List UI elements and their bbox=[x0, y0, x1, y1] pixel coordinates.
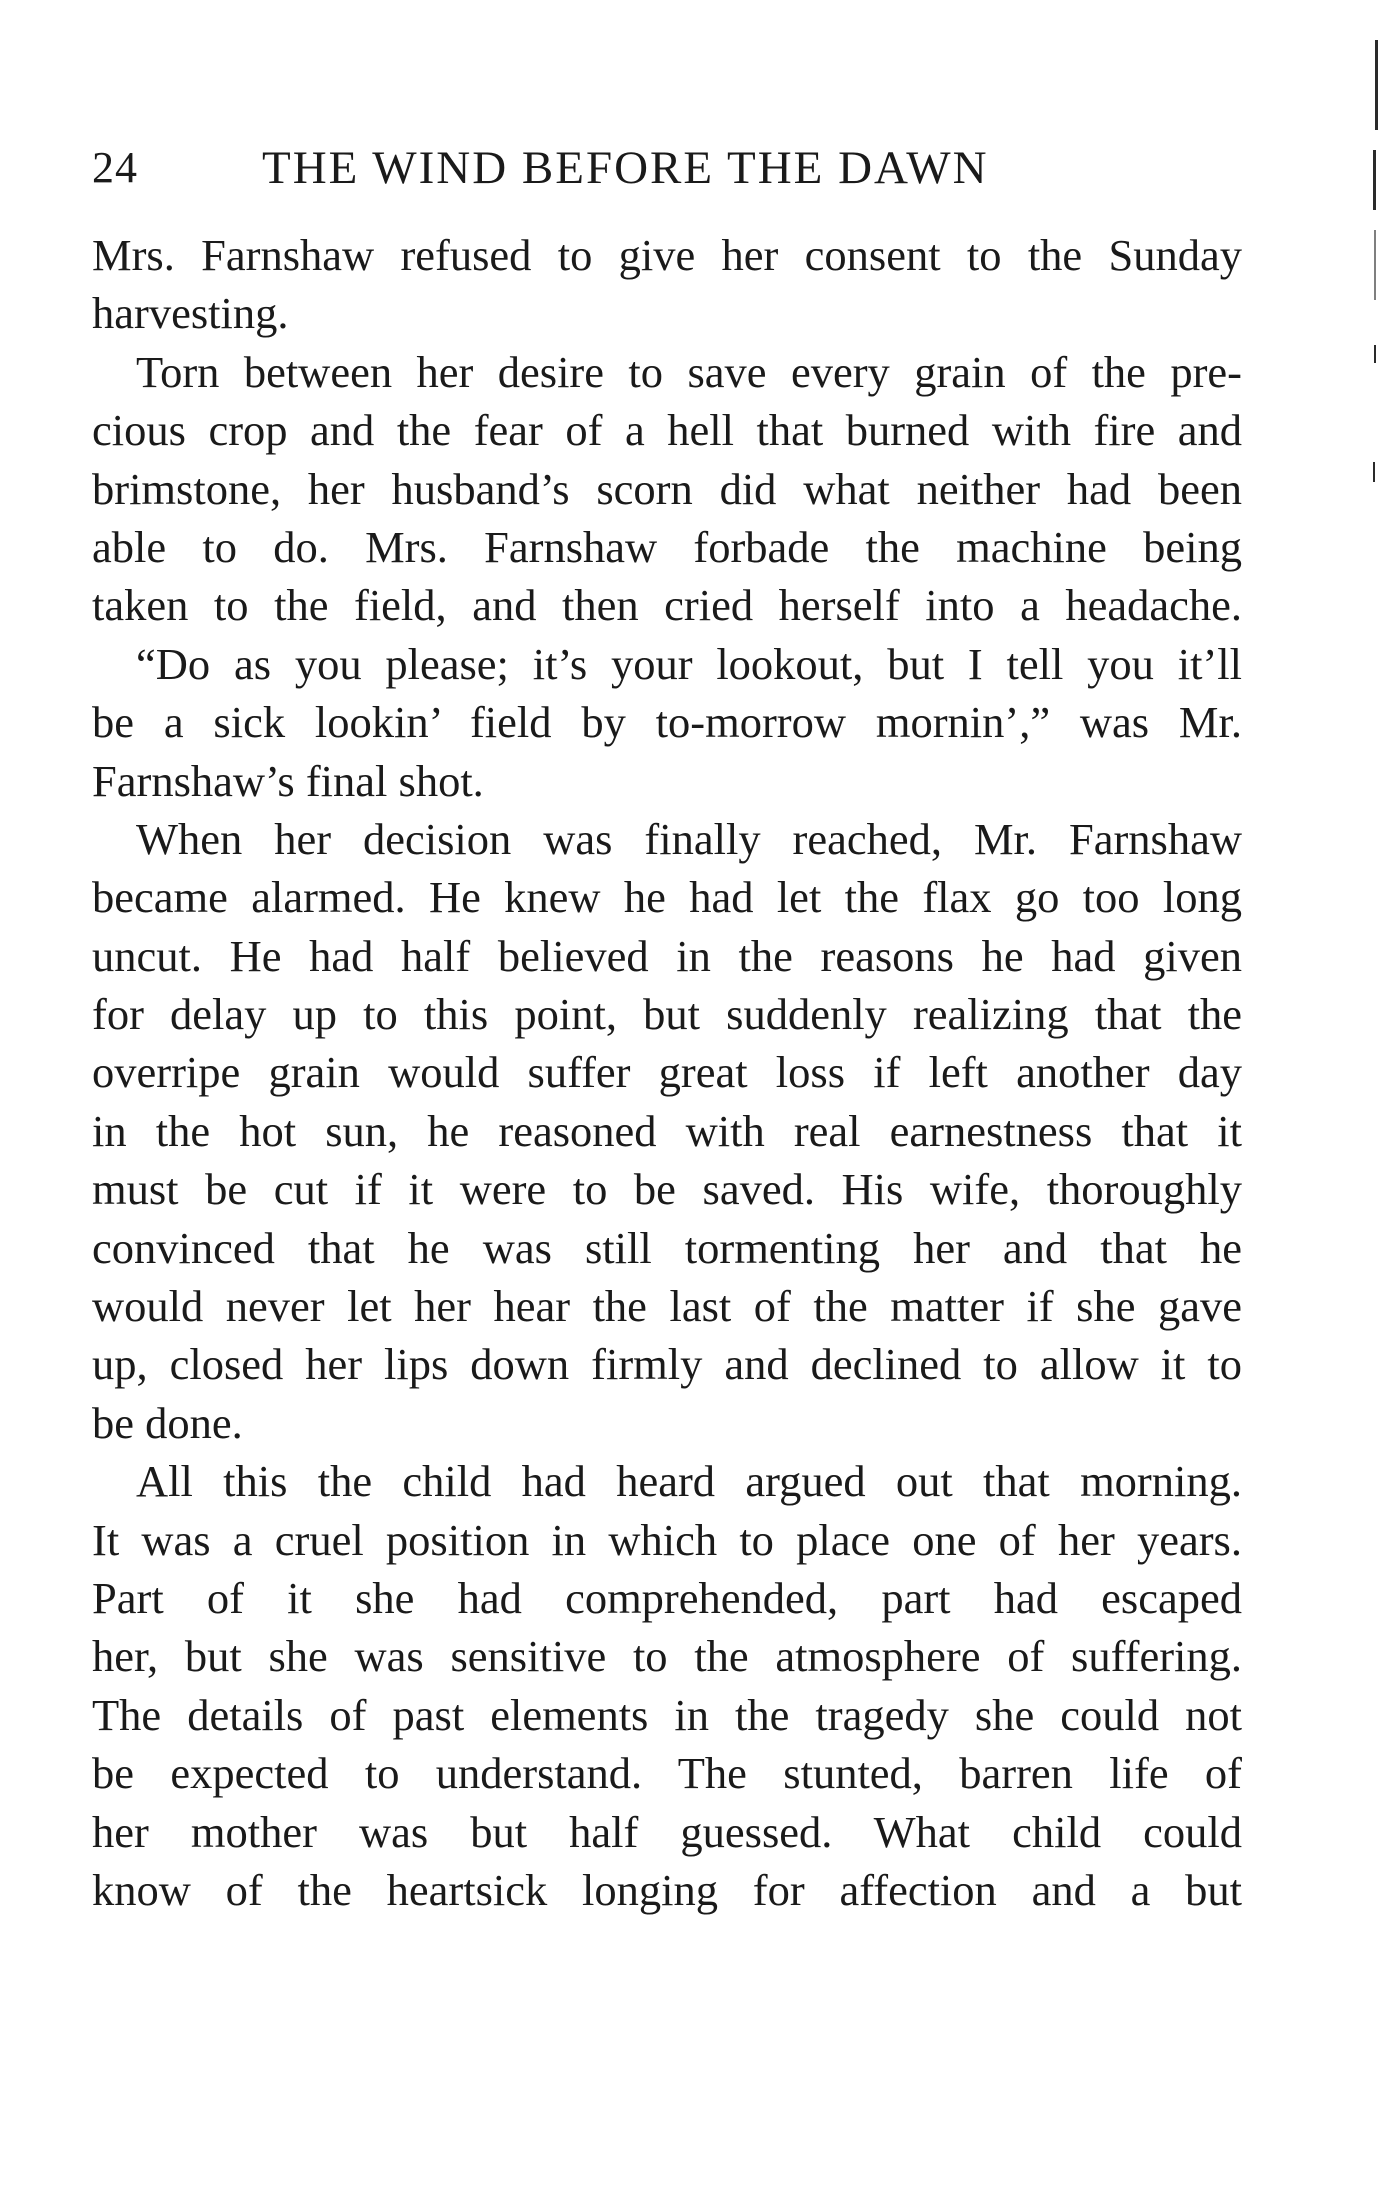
text-line: brimstone, her husband’s scorn did what neither had been bbox=[92, 463, 1242, 514]
text-line: taken to the field, and then cried herself into a headache. bbox=[92, 580, 1242, 631]
page-number: 24 bbox=[92, 143, 138, 192]
text-line: be done. bbox=[92, 1397, 243, 1448]
text-line: harvesting. bbox=[92, 288, 289, 339]
text-line: Mrs. Farnshaw refused to give her consent to the Sunday bbox=[92, 230, 1242, 280]
text-line: Torn between her desire to save every grain of the pre- bbox=[136, 346, 1242, 397]
text-line: All this the child had heard argued out that morning. bbox=[136, 1456, 1242, 1507]
scan-edge-mark bbox=[1375, 40, 1378, 130]
text-line: able to do. Mrs. Farnshaw forbade the machine being bbox=[92, 521, 1242, 572]
text-line: The details of past elements in the tragedy she could not bbox=[92, 1689, 1242, 1740]
text-line: became alarmed. He knew he had let the flax go too long bbox=[92, 872, 1242, 923]
text-line: her mother was but half guessed. What child could bbox=[92, 1806, 1242, 1857]
scan-edge-mark bbox=[1374, 345, 1376, 363]
text-line: Part of it she had comprehended, part had escaped bbox=[92, 1572, 1242, 1623]
text-line: “Do as you please; it’s your lookout, but I tell you it’ll bbox=[136, 638, 1242, 689]
text-line: must be cut if it were to be saved. His wife, thoroughly bbox=[92, 1164, 1242, 1215]
text-line: be expected to understand. The stunted, barren life of bbox=[92, 1748, 1242, 1799]
text-line: When her decision was finally reached, Mr. Farnshaw bbox=[136, 813, 1242, 864]
running-title: THE WIND BEFORE THE DAWN bbox=[262, 142, 989, 194]
scan-edge-mark bbox=[1373, 150, 1376, 210]
text-line: be a sick lookin’ field by to-morrow mornin’,” was Mr. bbox=[92, 697, 1242, 748]
scan-edge-mark bbox=[1374, 230, 1376, 300]
scan-edge-mark bbox=[1373, 462, 1375, 482]
text-line: uncut. He had half believed in the reasons he had given bbox=[92, 930, 1242, 981]
text-line: would never let her hear the last of the matter if she gave bbox=[92, 1281, 1242, 1332]
text-line: for delay up to this point, but suddenly realizing that the bbox=[92, 989, 1242, 1040]
text-line: in the hot sun, he reasoned with real earnestness that it bbox=[92, 1105, 1242, 1156]
text-line: her, but she was sensitive to the atmosphere of suffering. bbox=[92, 1631, 1242, 1682]
text-line: convinced that he was still tormenting her and that he bbox=[92, 1222, 1242, 1273]
running-head bbox=[92, 138, 1242, 198]
text-line: cious crop and the fear of a hell that burned with fire and bbox=[92, 405, 1242, 456]
text-line: up, closed her lips down firmly and declined to allow it to bbox=[92, 1339, 1242, 1390]
text-line: know of the heartsick longing for affection and a but bbox=[92, 1864, 1242, 1915]
body-text bbox=[92, 226, 1242, 1919]
text-line: overripe grain would suffer great loss if left another day bbox=[92, 1047, 1242, 1098]
text-line: It was a cruel position in which to place one of her years. bbox=[92, 1514, 1242, 1565]
text-line: Farnshaw’s final shot. bbox=[92, 755, 484, 806]
